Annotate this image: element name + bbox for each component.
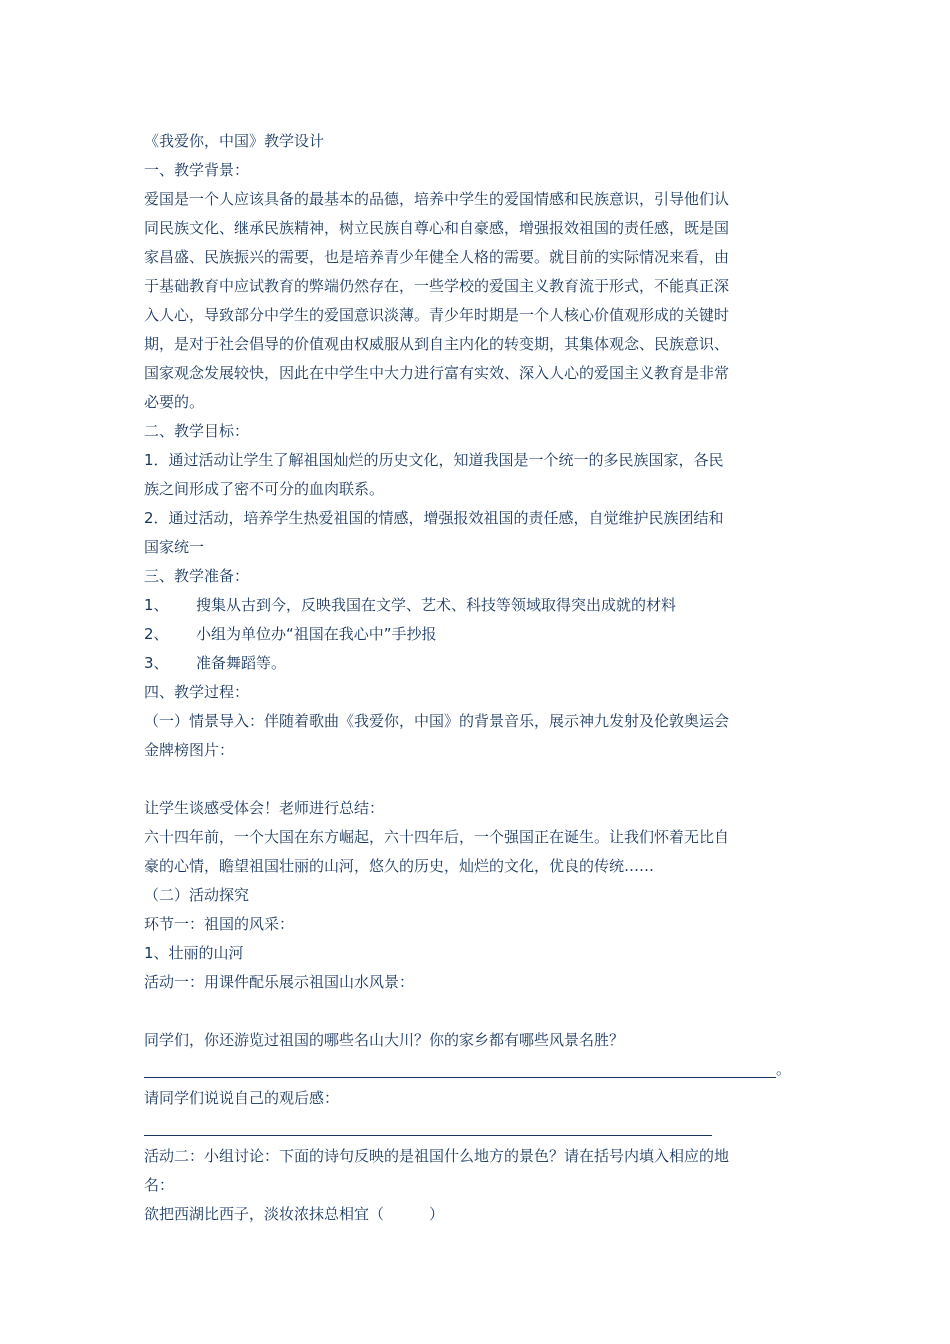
explore-heading: （二）活动探究 <box>144 886 250 904</box>
background-line: 家昌盛、民族振兴的需要，也是培养青少年健全人格的需要。就目前的实际情况来看，由 <box>144 248 730 266</box>
background-line: 必要的。 <box>144 393 205 411</box>
feel-blank[interactable] <box>144 1115 712 1136</box>
prep-item-text: 搜集从古到今，反映我国在文学、艺术、科技等领域取得突出成就的材料 <box>196 596 677 614</box>
document-title: 《我爱你，中国》教学设计 <box>144 132 325 150</box>
poem-line: 欲把西湖比西子，淡妆浓抹总相宜（ ） <box>144 1205 445 1223</box>
prep-item <box>144 591 804 620</box>
prep-item-number: 3、 <box>144 654 169 672</box>
intro-line: （一）情景导入：伴随着歌曲《我爱你，中国》的背景音乐，展示神九发射及伦敦奥运会 <box>144 712 730 730</box>
intro-line: 金牌榜图片： <box>144 741 235 759</box>
goals-line: 族之间形成了密不可分的血肉联系。 <box>144 480 385 498</box>
sub-heading: 1、壮丽的山河 <box>144 944 244 962</box>
background-heading: 一、教学背景： <box>144 161 250 179</box>
prep-item-text: 小组为单位办“祖国在我心中”手抄报 <box>196 625 437 643</box>
link-heading: 环节一：祖国的风采： <box>144 915 295 933</box>
summary-line: 六十四年前，一个大国在东方崛起，六十四年后，一个强国正在诞生。让我们怀着无比自 <box>144 828 730 846</box>
activity-two-line: 名： <box>144 1176 175 1194</box>
background-line: 入人心，导致部分中学生的爱国意识淡薄。青少年时期是一个人核心价值观形成的关键时 <box>144 306 730 324</box>
image-placeholder-gap <box>144 765 804 794</box>
goals-line: 2．通过活动，培养学生热爱祖国的情感，增强报效祖国的责任感，自觉维护民族团结和 <box>144 509 724 527</box>
activity-one: 活动一：用课件配乐展示祖国山水风景： <box>144 973 415 991</box>
talk-line: 让学生谈感受体会！老师进行总结： <box>144 799 385 817</box>
goals-heading: 二、教学目标： <box>144 422 250 440</box>
feel-blank-line <box>144 1113 804 1142</box>
background-line: 国家观念发展较快，因此在中学生中大力进行富有实效、深入人心的爱国主义教育是非常 <box>144 364 730 382</box>
question-line: 同学们，你还游览过祖国的哪些名山大川？你的家乡都有哪些风景名胜？ <box>144 1031 625 1049</box>
period-mark: 。 <box>776 1060 792 1078</box>
answer-blank-line <box>144 1055 804 1084</box>
background-line: 于基础教育中应试教育的弊端仍然存在，一些学校的爱国主义教育流于形式，不能真正深 <box>144 277 730 295</box>
background-line: 期，是对于社会倡导的价值观由权威服从到自主内化的转变期，其集体观念、民族意识、 <box>144 335 730 353</box>
prep-item <box>144 620 804 649</box>
answer-blank[interactable] <box>144 1057 776 1078</box>
feel-line: 请同学们说说自己的观后感： <box>144 1089 340 1107</box>
prep-item-number: 1、 <box>144 596 169 614</box>
prep-item <box>144 649 804 678</box>
prep-heading: 三、教学准备： <box>144 567 250 585</box>
image-placeholder-gap <box>144 997 804 1026</box>
background-line: 爱国是一个人应该具备的最基本的品德，培养中学生的爱国情感和民族意识，引导他们认 <box>144 190 730 208</box>
summary-line: 豪的心情，瞻望祖国壮丽的山河，悠久的历史，灿烂的文化，优良的传统…… <box>144 857 655 875</box>
process-heading: 四、教学过程： <box>144 683 250 701</box>
goals-line: 国家统一 <box>144 538 205 556</box>
prep-item-text: 准备舞蹈等。 <box>196 654 287 672</box>
prep-item-number: 2、 <box>144 625 169 643</box>
goals-line: 1．通过活动让学生了解祖国灿烂的历史文化，知道我国是一个统一的多民族国家，各民 <box>144 451 724 469</box>
document-body <box>144 127 804 1229</box>
background-line: 同民族文化、继承民族精神，树立民族自尊心和自豪感，增强报效祖国的责任感，既是国 <box>144 219 730 237</box>
activity-two-line: 活动二：小组讨论：下面的诗句反映的是祖国什么地方的景色？请在括号内填入相应的地 <box>144 1147 730 1165</box>
